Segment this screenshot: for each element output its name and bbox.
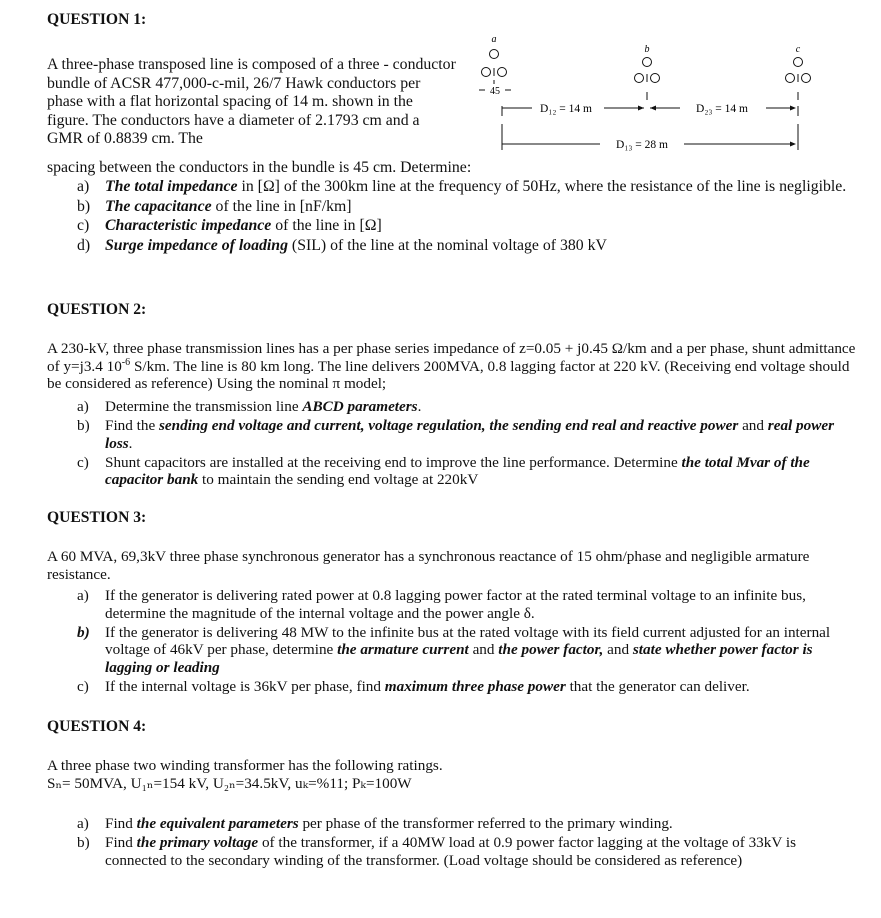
conductor-c-left [786, 74, 795, 83]
list-item: b) If the generator is delivering 48 MW to the infinite bus at the rated voltage with its field current adjusted for an internal voltage of 46kV per phase, determine the armature current and the power factor, and state whether power factor is lagging or leading [77, 623, 831, 676]
question-4-list [47, 815, 859, 871]
question-1-title: QUESTION 1: [47, 11, 147, 28]
list-item: a) Determine the transmission line ABCD parameters. [77, 398, 422, 415]
list-item: a) Find the equivalent parameters per phase of the transformer referred to the primary winding. [77, 815, 673, 832]
d23-label: D₂₃ = 14 m [696, 103, 748, 115]
question-4-intro: A three phase two winding transformer has the following ratings. [47, 757, 443, 774]
list-item: c) If the internal voltage is 36kV per phase, find maximum three phase power that the generator can deliver. [77, 677, 750, 695]
phase-c-label: c [795, 44, 801, 55]
question-4-ratings: Sₙ= 50MVA, U₁ₙ=154 kV, U₂ₙ=34.5kV, uₖ=%11; Pₖ=100W [47, 775, 412, 792]
list-item: c) Characteristic impedance of the line in [Ω] [77, 217, 382, 234]
conductor-b-right [651, 74, 660, 83]
question-3-title: QUESTION 3: [47, 509, 147, 526]
conductor-spacing-figure [470, 30, 870, 158]
conductor-b-top [643, 58, 652, 67]
question-1-intro: A three-phase transposed line is composed of a three - conductor bundle of ACSR 477,000-c-mil, 26/7 Hawk conductors per phase with a flat horizontal spacing of 14 m. shown in the figure. The conductors have a diameter of 2.1793 cm and a GMR of 0.8839 cm. The [47, 56, 456, 147]
question-3-intro: A 60 MVA, 69,3kV three phase synchronous generator has a synchronous reactance of 15 ohm/phase and negligible armature resistance. [47, 548, 810, 583]
list-item: a) The total impedance in [Ω] of the 300km line at the frequency of 50Hz, where the resistance of the line is negligible. [77, 178, 847, 195]
question-2-list [47, 398, 859, 490]
question-4-title: QUESTION 4: [47, 718, 147, 735]
question-2-title: QUESTION 2: [47, 301, 147, 318]
conductor-c-top [794, 58, 803, 67]
conductor-a-top [490, 50, 499, 59]
list-item: b) The capacitance of the line in [nF/km] [77, 197, 352, 215]
question-2-intro: A 230-kV, three phase transmission lines has a per phase series impedance of z=0.05 + j0.45 Ω/km and a per phase, shunt admittance of y=j3.4 $10^{-6}$ S/km. The line is 80 km long. The line delivers 200MVA, 0.8 lagging factor at 220 kV. (Receiving end voltage should be considered as reference) Using the nominal π model; [47, 340, 856, 392]
list-item: b) Find the sending end voltage and current, voltage regulation, the sending end real and reactive power and real power loss. [77, 417, 835, 452]
question-1-list [47, 178, 857, 256]
conductor-a-right [498, 68, 507, 77]
question-1-intro-tail: spacing between the conductors in the bundle is 45 cm. Determine: [47, 159, 472, 176]
phase-b-label: b [644, 44, 650, 55]
conductor-b-left [635, 74, 644, 83]
conductor-a-left [482, 68, 491, 77]
list-item: a) If the generator is delivering rated power at 0.8 lagging power factor at the rated terminal voltage to an infinite bus, determine the magnitude of the internal voltage and the power angle δ. [77, 587, 806, 622]
list-item: c) Shunt capacitors are installed at the receiving end to improve the line performance. Determine the total Mvar of the capacitor bank to maintain the sending end voltage at 220kV [77, 453, 810, 488]
list-item: d) Surge impedance of loading (SIL) of the line at the nominal voltage of 380 kV [77, 236, 607, 254]
list-item: b) Find the primary voltage of the transformer, if a 40MW load at 0.9 power factor lagging at the voltage of 33kV is connected to the secondary winding of the transformer. (Load voltage should be considered as reference) [77, 834, 796, 869]
d12-label: D₁₂ = 14 m [540, 103, 592, 115]
bundle-spacing-label: 45 [490, 86, 500, 97]
phase-a-label: a [491, 34, 497, 45]
question-3-list [47, 587, 859, 697]
conductor-c-right [802, 74, 811, 83]
d13-label: D₁₃ = 28 m [616, 139, 668, 151]
